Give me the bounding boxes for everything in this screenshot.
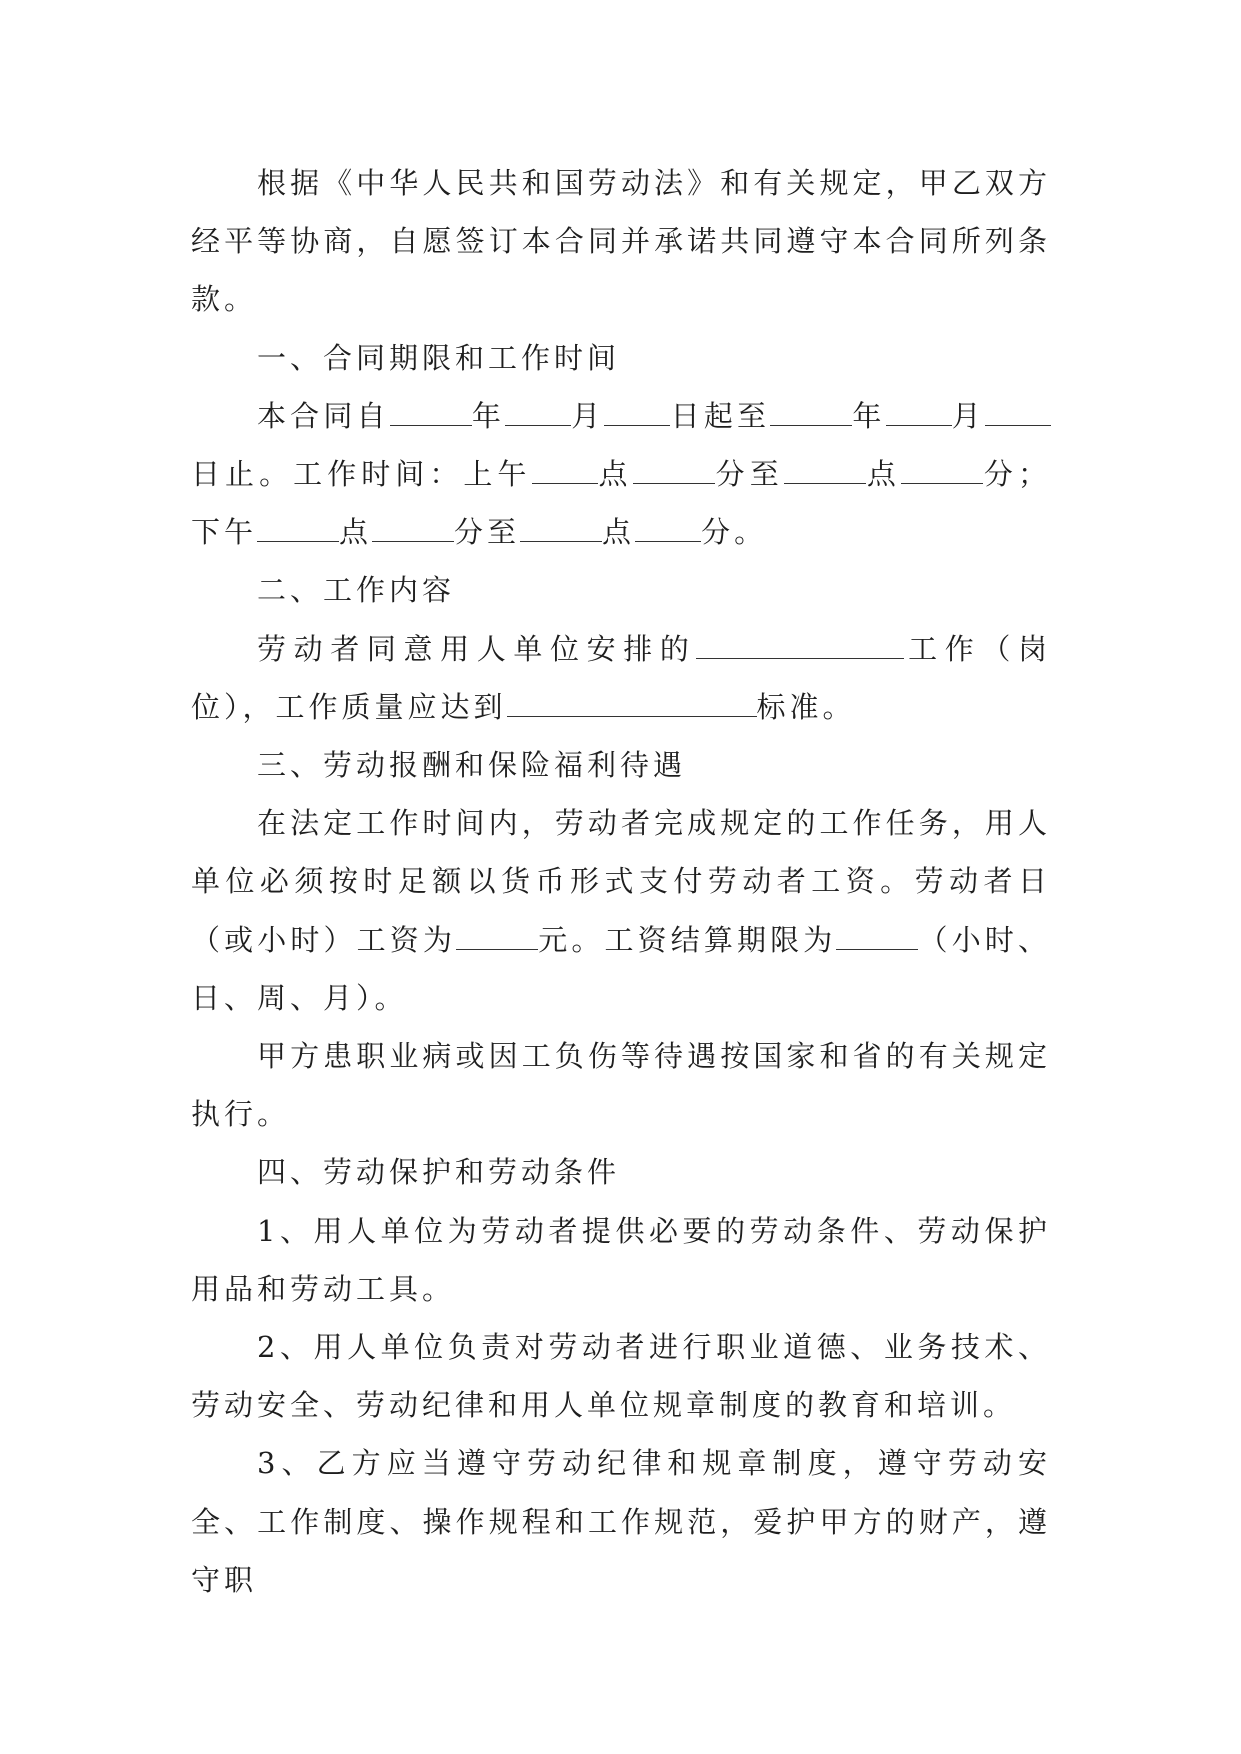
end-month-blank [886, 391, 952, 426]
text-fragment: 日止。工作时间：上午 [191, 457, 532, 492]
start-day-blank [604, 391, 670, 426]
section-4-heading: 四、劳动保护和劳动条件 [257, 1155, 621, 1190]
text-fragment: 年 [852, 398, 886, 433]
list-item: 2、用人单位负责对劳动者进行职业道德、业务技术、劳动安全、劳动纪律和用人单位规章制度的教育和培训。 [191, 1330, 1051, 1423]
text-fragment: 分；下午 [191, 457, 1051, 550]
text-fragment: 劳动者同意用人单位安排的 [257, 631, 697, 666]
text-fragment: 分至 [454, 515, 521, 550]
text-fragment: 年 [471, 398, 506, 433]
section-1-heading: 一、合同期限和工作时间 [257, 340, 621, 375]
text-fragment: 点 [339, 515, 373, 550]
pm-end-hour-blank [520, 507, 602, 542]
injury-paragraph: 甲方患职业病或因工负伤等待遇按国家和省的有关规定执行。 [191, 1039, 1051, 1132]
wage-paragraph [191, 794, 1051, 1027]
list-item: 1、用人单位为劳动者提供必要的劳动条件、劳动保护用品和劳动工具。 [191, 1213, 1051, 1306]
settlement-period-blank [836, 915, 918, 950]
end-year-blank [770, 391, 852, 426]
text-fragment: 在法定工作时间内，劳动者完成规定的工作任务，用人单位必须按时足额以货币形式支付劳动者工资。劳动者日（或小时）工资为 [191, 806, 1051, 957]
document-body [191, 154, 1051, 1609]
text-fragment: 分。 [701, 515, 768, 550]
wage-amount-blank [456, 915, 538, 950]
text-fragment: 点 [597, 457, 633, 492]
pm-end-minute-blank [635, 507, 701, 542]
job-position-blank [696, 624, 904, 659]
start-year-blank [390, 391, 472, 426]
contract-term-paragraph [191, 387, 1051, 562]
am-end-minute-blank [901, 449, 983, 484]
text-fragment: 月 [951, 398, 985, 433]
start-month-blank [505, 391, 571, 426]
text-fragment: 工作（岗位），工作质量应达到 [191, 631, 1051, 724]
section-3-heading: 三、劳动报酬和保险福利待遇 [257, 748, 687, 783]
text-fragment: 月 [571, 398, 605, 433]
text-fragment: 点 [602, 515, 636, 550]
text-fragment: （小时、日、周、月）。 [191, 922, 1051, 1015]
text-fragment: 点 [865, 457, 901, 492]
intro-paragraph: 根据《中华人民共和国劳动法》和有关规定，甲乙双方经平等协商，自愿签订本合同并承诺共同遵守本合同所列条款。 [191, 166, 1051, 317]
am-start-hour-blank [532, 449, 598, 484]
text-fragment: 分至 [714, 457, 784, 492]
work-content-paragraph [191, 620, 1051, 736]
list-item: 3、乙方应当遵守劳动纪律和规章制度，遵守劳动安全、工作制度、操作规程和工作规范，爱护甲方的财产，遵守职 [191, 1446, 1051, 1597]
section-2-heading: 二、工作内容 [257, 573, 456, 608]
text-fragment: 本合同自 [257, 398, 390, 433]
am-start-minute-blank [633, 449, 715, 484]
text-fragment: 日起至 [670, 398, 771, 433]
quality-standard-blank [507, 682, 757, 717]
text-fragment: 元。工资结算期限为 [538, 922, 837, 957]
text-fragment: 标准。 [756, 689, 856, 724]
am-end-hour-blank [784, 449, 866, 484]
pm-start-minute-blank [372, 507, 454, 542]
pm-start-hour-blank [257, 507, 339, 542]
end-day-blank [985, 391, 1051, 426]
